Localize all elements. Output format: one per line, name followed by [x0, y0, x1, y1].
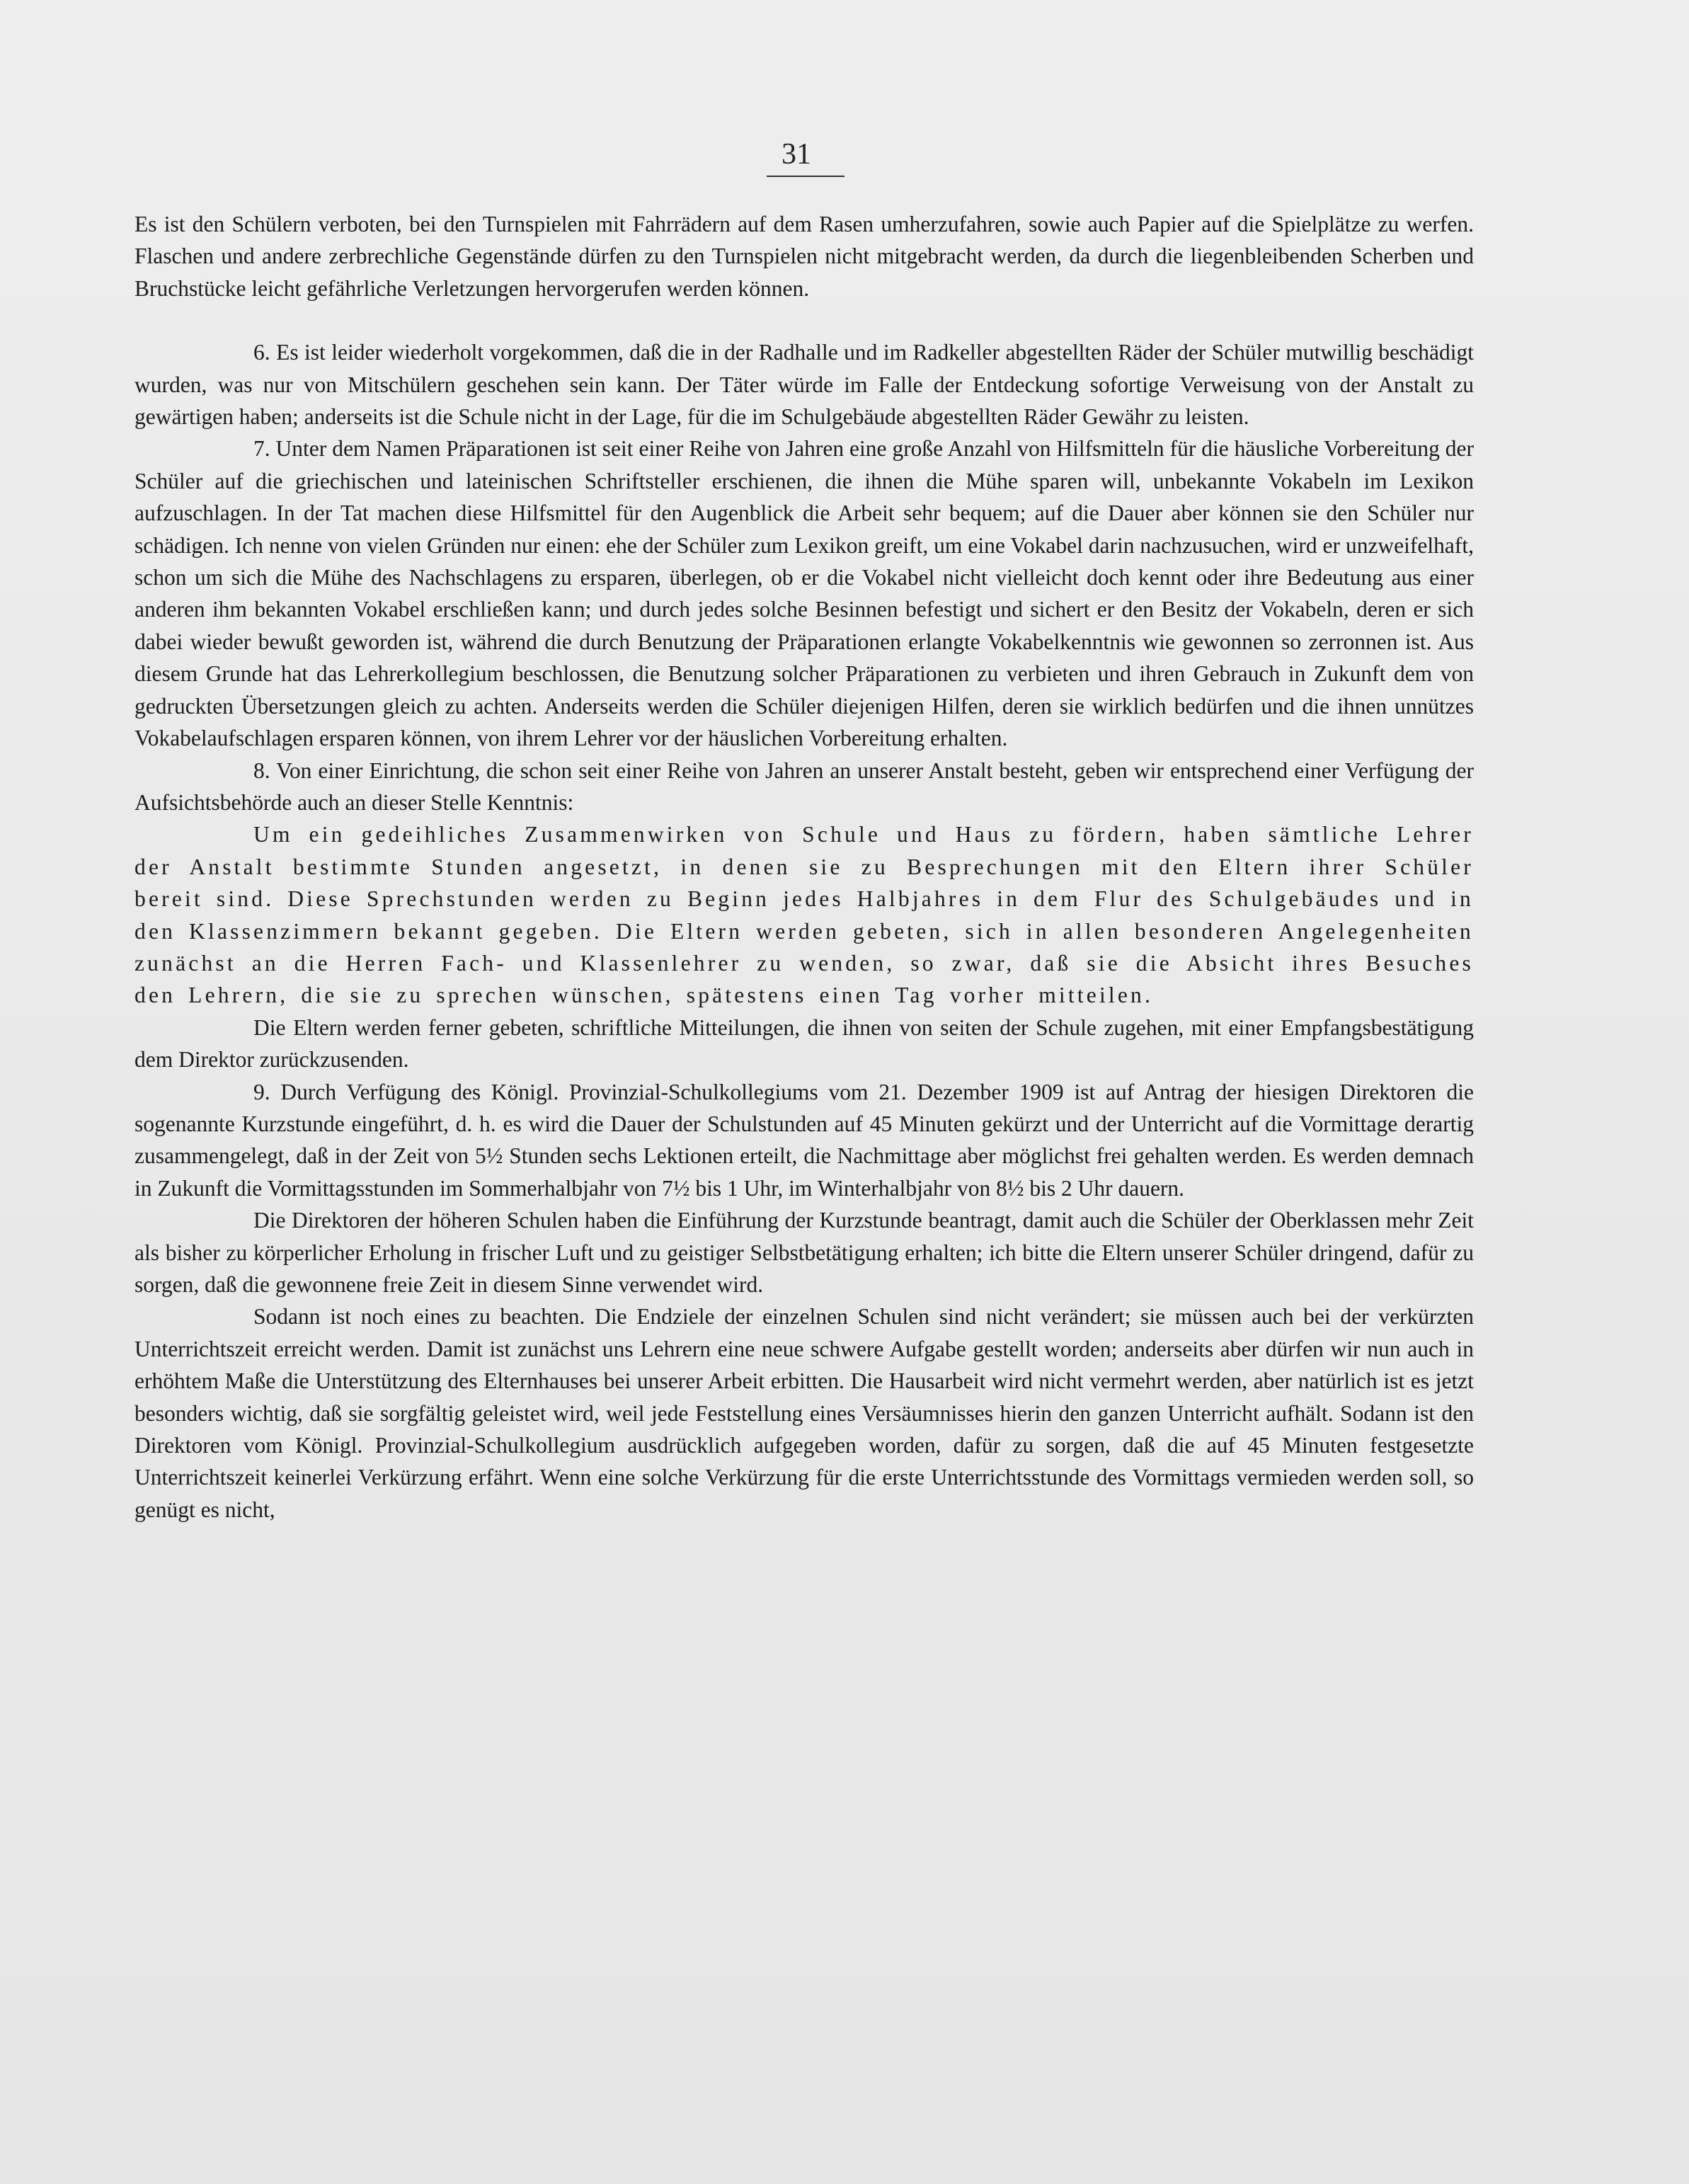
body-text	[134, 208, 1474, 1526]
paragraph-sprechstunden: Um ein gedeihliches Zusammenwirken von Schule und Haus zu fördern, haben sämtliche Lehrer der Anstalt bestimmte Stunden angesetzt, in denen sie zu Besprechungen mit den Eltern ihrer Schüler bereit sind. Diese Sprechstunden werden zu Beginn jedes Halbjahres in dem Flur des Schulgebäudes und in den Klassenzimmern bekannt gegeben. Die Eltern werden gebeten, sich in allen besonderen Angelegenheiten zunächst an die Herren Fach- und Klassenlehrer zu wenden, so zwar, daß sie die Absicht ihres Besuches den Lehrern, die sie zu sprechen wünschen, spätestens einen Tag vorher mitteilen.	[134, 822, 1474, 1008]
paragraph-mitteilungen: Die Eltern werden ferner gebeten, schriftliche Mitteilungen, die ihnen von seiten der Schule zugehen, mit einer Empfangsbestätigung dem Direktor zurückzusenden.	[134, 1014, 1474, 1073]
paragraph-8-einrichtung: 8. Von einer Einrichtung, die schon seit einer Reihe von Jahren an unserer Anstalt besteht, geben wir entsprechend einer Verfügung der Aufsichtsbehörde auch an dieser Stelle Kenntnis:	[134, 757, 1474, 815]
paragraph-sodann: Sodann ist noch eines zu beachten. Die Endziele der einzelnen Schulen sind nicht verändert; sie müssen auch bei der verkürzten Unterrichtszeit erreicht werden. Damit ist zunächst uns Lehrern eine neue schwere Aufgabe gestellt worden; anderseits aber dürfen wir nun auch in erhöhtem Maße die Unterstützung des Elternhauses bei unserer Arbeit erbitten. Die Hausarbeit wird nicht vermehrt werden, aber natürlich ist es jetzt besonders wichtig, daß sie sorgfältig geleistet wird, weil jede Feststellung eines Versäumnisses hierin den ganzen Unterricht aufhält. Sodann ist den Direktoren vom Königl. Provinzial-Schulkollegium ausdrücklich aufgegeben worden, dafür zu sorgen, daß die auf 45 Minuten festgesetzte Unterrichtszeit keinerlei Verkürzung erfährt. Wenn eine solche Verkürzung für die erste Unterrichtsstunde des Vormittags vermieden werden soll, so genügt es nicht,	[134, 1304, 1474, 1522]
paragraph-7-praeparationen: 7. Unter dem Namen Präparationen ist seit einer Reihe von Jahren eine große Anzahl von Hilfsmitteln für die häusliche Vorbereitung der Schüler auf die griechischen und lateinischen Schriftsteller erschienen, die ihnen die Mühe sparen will, unbekannte Vokabeln im Lexikon aufzuschlagen. In der Tat machen diese Hilfsmittel für den Augenblick die Arbeit sehr bequem; auf die Dauer aber können sie den Schüler nur schädigen. Ich nenne von vielen Gründen nur einen: ehe der Schüler zum Lexikon greift, um eine Vokabel darin nachzusuchen, wird er unzweifelhaft, schon um sich die Mühe des Nachschlagens zu ersparen, überlegen, ob er die Vokabel nicht vielleicht doch kennt oder ihre Bedeutung aus einer anderen ihm bekannten Vokabel erschließen kann; und durch jedes solche Besinnen befestigt und sichert er den Besitz der Vokabeln, deren er sich dabei wieder bewußt geworden ist, während die durch Benutzung der Präparationen erlangte Vokabelkenntnis wie gewonnen so zerronnen ist. Aus diesem Grunde hat das Lehrerkollegium beschlossen, die Benutzung solcher Präparationen zu verbieten und ihren Gebrauch in Zukunft dem von gedruckten Übersetzungen gleich zu achten. Anderseits werden die Schüler diejenigen Hilfen, deren sie wirklich bedürfen und die ihnen unnützes Vokabelaufschlagen ersparen können, von ihrem Lehrer vor der häuslichen Vorbereitung erhalten.	[134, 436, 1474, 751]
paragraph-direktoren: Die Direktoren der höheren Schulen haben die Einführung der Kurzstunde beantragt, damit auch die Schüler der Oberklassen mehr Zeit als bisher zu körperlicher Erholung in frischer Luft und zu geistiger Selbstbetätigung erhalten; ich bitte die Eltern unserer Schüler dringend, dafür zu sorgen, daß die gewonnene freie Zeit in diesem Sinne verwendet wird.	[134, 1208, 1474, 1297]
paragraph-6-raeder: 6. Es ist leider wiederholt vorgekommen, daß die in der Radhalle und im Radkeller abgestellten Räder der Schüler mutwillig beschädigt wurden, was nur von Mitschülern geschehen sein kann. Der Täter würde im Falle der Entdeckung sofortige Verweisung von der Anstalt zu gewärtigen haben; anderseits ist die Schule nicht in der Lage, für die im Schulgebäude abgestellten Räder Gewähr zu leisten.	[134, 340, 1474, 430]
paragraph-turnspiele: Es ist den Schülern verboten, bei den Turnspielen mit Fahrrädern auf dem Rasen umherzufahren, sowie auch Papier auf die Spielplätze zu werfen. Flaschen und andere zerbrechliche Gegenstände dürfen zu den Turnspielen nicht mitgebracht werden, da durch die liegenbleibenden Scherben und Bruchstücke leicht gefährliche Verletzungen hervorgerufen werden können.	[134, 212, 1474, 301]
page-number: 31	[781, 138, 811, 171]
paragraph-9-kurzstunde: 9. Durch Verfügung des Königl. Provinzial-Schulkollegiums vom 21. Dezember 1909 ist auf Antrag der hiesigen Direktoren die sogenannte Kurzstunde eingeführt, d. h. es wird die Dauer der Schulstunden auf 45 Minuten gekürzt und der Unterricht auf die Vormittage derartig zusammengelegt, daß in der Zeit von 5½ Stunden sechs Lektionen erteilt, die Nachmittage aber möglichst frei gehalten werden. Es werden demnach in Zukunft die Vormittagsstunden im Sommerhalbjahr von 7½ bis 1 Uhr, im Winterhalbjahr von 8½ bis 2 Uhr dauern.	[134, 1079, 1474, 1201]
page-number-underline	[767, 176, 844, 177]
